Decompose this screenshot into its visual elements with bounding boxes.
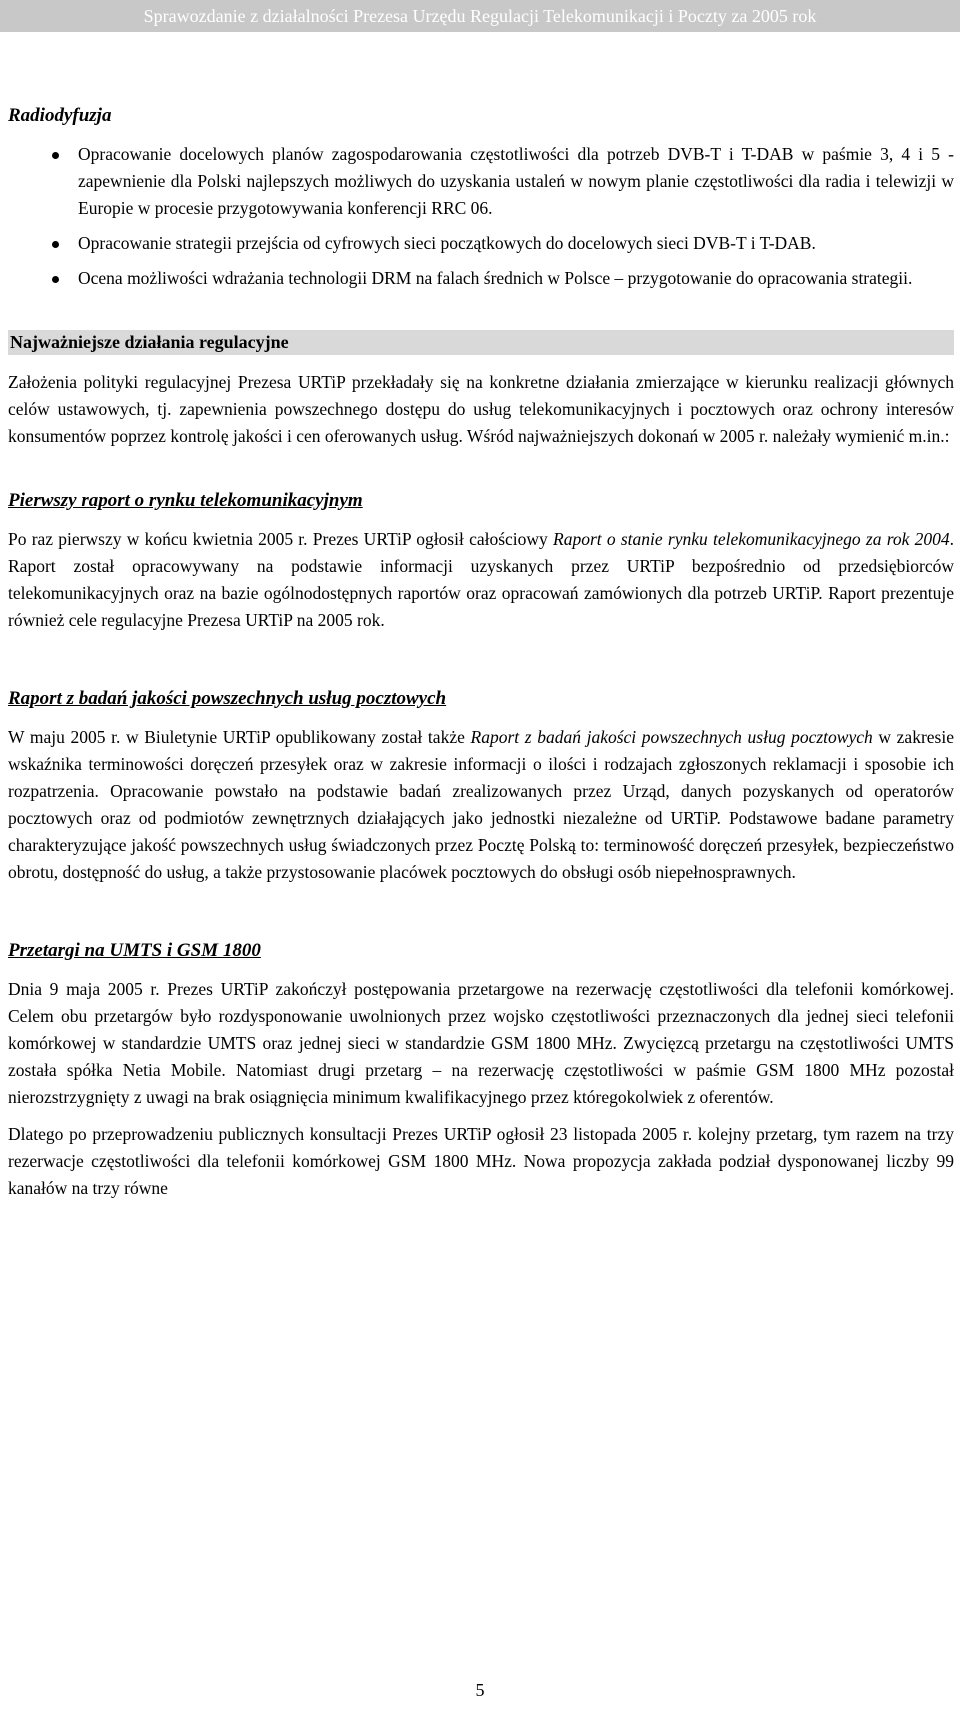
bullet-icon [52,152,59,159]
bullet-text: Opracowanie docelowych planów zagospodarowania częstotliwości dla potrzeb DVB-T i T-DAB w paśmie 3, 4 i 5 - zapewnienie dla Polski najlepszych możliwych do uzyskania ustaleń w nowym planie częstotliwości dla radia i telewizji w Europie w procesie przygotowywania konferencji RRC 06. [78,144,954,218]
postal-paragraph [8,724,954,886]
report-title-italic: Raport o stanie rynku telekomunikacyjnego za rok 2004 [553,529,950,549]
regulatory-paragraph: Założenia polityki regulacyjnej Prezesa URTiP przekładały się na konkretne działania zmierzające w kierunku realizacji głównych celów ustawowych, tj. zapewnienia powszechnego dostępu do usług telekomunikacyjnych i pocztowych oraz ochrony interesów konsumentów poprzez kontrolę jakości i cen oferowanych usług. Wśród najważniejszych dokonań w 2005 r. należały wymienić m.in.: [8,372,954,446]
section-title-regulatory: Najważniejsze działania regulacyjne [8,330,954,355]
postal-text-a: W maju 2005 r. w Biuletynie URTiP opublikowany został także [8,727,471,747]
bullet-icon [52,276,59,283]
list-item [8,265,954,292]
list-item [8,230,954,257]
report-paragraph [8,526,954,634]
document-header [0,0,960,32]
tenders-paragraph-2: Dlatego po przeprowadzeniu publicznych konsultacji Prezes URTiP ogłosił 23 listopada 2005 r. kolejny przetarg, tym razem na trzy rezerwacje częstotliwości dla telefonii komórkowej GSM 1800 MHz. Nowa propozycja zakłada podział dysponowanej liczby 99 kanałów na trzy równe [8,1124,954,1198]
section-title-postal: Raport z badań jakości powszechnych usług pocztowych [8,688,447,709]
report-text-a: Po raz pierwszy w końcu kwietnia 2005 r. Prezes URTiP ogłosił całościowy [8,529,554,549]
list-item [8,141,954,222]
bullet-text: Opracowanie strategii przejścia od cyfrowych sieci początkowych do docelowych sieci DVB-T i T-DAB. [78,233,816,253]
section-title-radiodyfuzja: Radiodyfuzja [8,105,112,126]
section-title-tenders: Przetargi na UMTS i GSM 1800 [8,940,261,961]
section-title-report: Pierwszy raport o rynku telekomunikacyjnym [8,490,363,511]
bullet-text: Ocena możliwości wdrażania technologii DRM na falach średnich w Polsce – przygotowanie do opracowania strategii. [78,268,913,288]
page-number: 5 [475,1680,485,1700]
document-body [8,105,954,1212]
bullet-icon [52,241,59,248]
report-text-c: . Raport został opracowywany na podstawie informacji uzyskanych przez URTiP bezpośrednio od przedsiębiorców telekomunikacyjnych oraz na bazie ogólnodostępnych raportów oraz opracowań zamówionych dla potrzeb URTiP. Raport prezentuje również cele regulacyjne Prezesa URTiP na 2005 rok. [8,529,954,630]
postal-title-italic: Raport z badań jakości powszechnych usług pocztowych [470,727,873,747]
radio-bullet-list [8,141,954,292]
tenders-paragraph-1: Dnia 9 maja 2005 r. Prezes URTiP zakończył postępowania przetargowe na rezerwację częstotliwości dla telefonii komórkowej. Celem obu przetargów było rozdysponowanie uwolnionych przez wojsko częstotliwości przeznaczonych dla jednej sieci telefonii komórkowej w standardzie UMTS oraz jednej sieci w standardzie GSM 1800 MHz. Zwycięzcą przetargu na częstotliwości UMTS została spółka Netia Mobile. Natomiast drugi przetarg – na rezerwację częstotliwości w paśmie GSM 1800 MHz pozostał nierozstrzygnięty z uwagi na brak osiągnięcia minimum kwalifikacyjnego przez któregokolwiek z oferentów. [8,979,954,1107]
header-title: Sprawozdanie z działalności Prezesa Urzędu Regulacji Telekomunikacji i Poczty za 2005 rok [143,5,817,26]
postal-text-c: w zakresie wskaźnika terminowości doręczeń przesyłek oraz w zakresie informacji o ilości i rodzajach zgłoszonych reklamacji i sposobie ich rozpatrzenia. Opracowanie powstało na podstawie badań zrealizowanych przez Urząd, danych pozyskanych od operatorów pocztowych oraz od podmiotów zewnętrznych działających jako jednostki niezależne od URTiP. Podstawowe badane parametry charakteryzujące jakość powszechnych usług świadczonych przez Pocztę Polską to: terminowość doręczeń przesyłek, bezpieczeństwo obrotu, dostępność do usług, a także przystosowanie placówek pocztowych do obsługi osób niepełnosprawnych. [8,727,954,882]
